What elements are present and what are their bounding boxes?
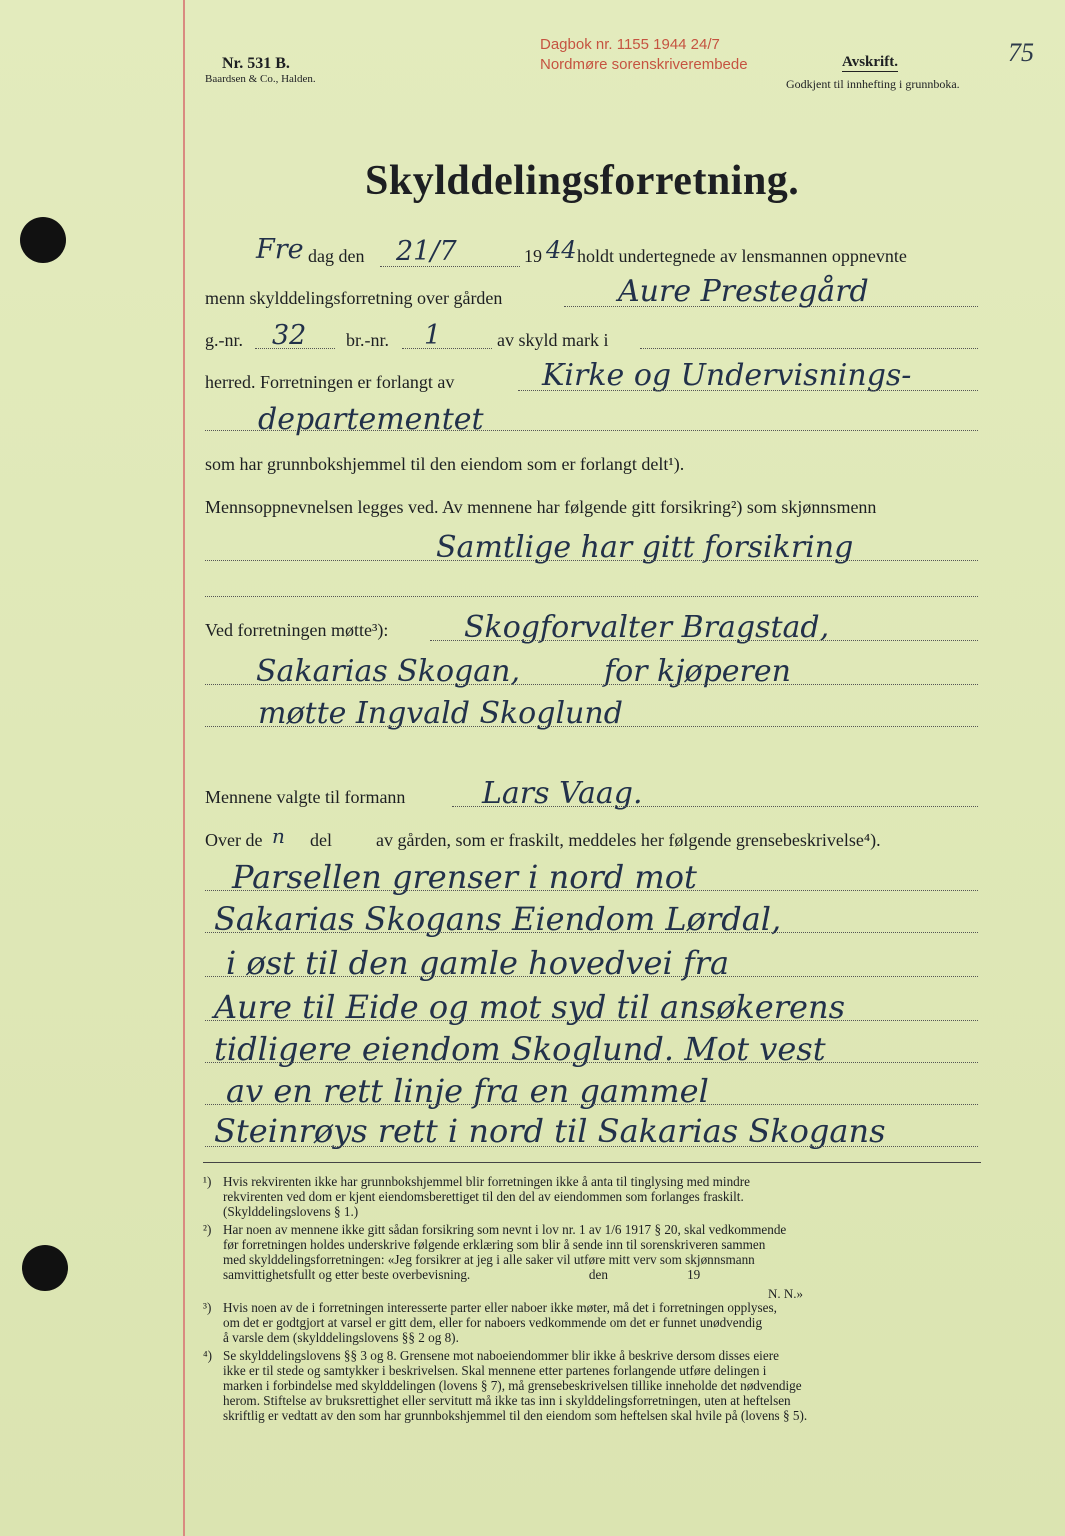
motte-line2b: for kjøperen [604,654,791,689]
page-number: 75 [1008,38,1034,67]
grense-line: Parsellen grenser i nord mot [232,858,697,896]
registry-stamp: Dagbok nr. 1155 1944 24/7 [540,36,720,53]
skyld-line [640,348,978,349]
grense-rule [205,890,978,891]
formann-line [452,806,978,807]
grense-line: tidligere eiendom Skoglund. Mot vest [214,1030,826,1068]
grense-line: i øst til den gamle hovedvei fra [226,944,730,982]
grense-rule [205,932,978,933]
forsikring-line1 [205,560,978,561]
menn-text: menn skylddelingsforretning over gården [205,288,503,308]
footnote-line: ikke er til stede og samtykker i beskrivelsen. Skal mennene etter partenes forlangende utføre delingen i [223,1363,767,1378]
footnote-line: Hvis noen av de i forretningen interesserte parter eller naboer ikke møter, må det i forretningen opplyses, [223,1300,777,1315]
margin-rule [183,0,185,1536]
footnote-line: å varsle dem (skylddelingslovens §§ 2 og 8). [223,1330,459,1345]
brnr-label: br.-nr. [346,330,389,350]
motte-line1: Skogforvalter Bragstad, [464,610,830,645]
footnote-line: Har noen av mennene ikke gitt sådan forsikring som nevnt i lov nr. 1 av 1/6 1917 § 20, skal vedkommende [223,1222,787,1237]
footnote-line: Se skylddelingslovens §§ 3 og 8. Grensene mot naboeiendommer blir ikke å beskrive dersom disses eiere [223,1348,779,1363]
over-text-hand: n [272,824,285,848]
grense-line: Steinrøys rett i nord til Sakarias Skogans [214,1112,886,1150]
brnr-line [402,348,492,349]
motte-line3: møtte Ingvald Skoglund [258,696,623,731]
skyld-text: av skyld mark i [497,330,609,350]
holdt-text: holdt undertegnede av lensmannen oppnevnte [577,246,907,266]
over-text-a: Over de [205,830,263,850]
gnr-line [255,348,335,349]
over-text-b: del [310,830,332,850]
footnote-line: rekvirenten ved dom er kjent eiendomsberettiget til den del av eiendommen som forlanges fraskilt. [223,1189,744,1204]
requested-line2 [205,430,978,431]
footnote-number: ⁴) [203,1348,212,1363]
grense-rule [205,976,978,977]
footnote-line: skriftlig er vedtatt av den som har grunnbokshjemmel til den eiendom som heftelsen skal hvile på (lovens § 5). [223,1408,808,1423]
court-stamp: Nordmøre sorenskriverembede [540,56,748,73]
motte-line2: Sakarias Skogan, [256,654,520,689]
footnote-line: med skylddelingsforretningen: «Jeg forsikrer at jeg i alle saker vil utføre mitt verv som skjønnsmann [223,1252,755,1267]
footnote-line: om det er godtgjort at varsel er gitt dem, eller for naboers vedkommende om det er funnet unødvendig [223,1315,763,1330]
avskrift-label: Avskrift. [842,54,898,70]
grense-rule [205,1104,978,1105]
footnote-line: (Skylddelingslovens § 1.) [223,1204,359,1219]
punch-hole-bottom [22,1245,68,1291]
dag-den-label: dag den [308,246,365,266]
grense-line: av en rett linje fra en gammel [226,1072,709,1110]
oppnevnelse-text: Mennsoppnevnelsen legges ved. Av mennene har følgende gitt forsikring²) som skjønnsmenn [205,497,877,517]
hjemmel-text: som har grunnbokshjemmel til den eiendom som er forlangt delt¹). [205,454,685,474]
farm-name: Aure Prestegård [618,274,869,309]
requested-by-line1: Kirke og Undervisnings- [542,358,912,393]
printer-name: Baardsen & Co., Halden. [205,73,316,85]
grense-line: Aure til Eide og mot syd til ansøkerens [214,988,845,1026]
motte-label: Ved forretningen møtte³): [205,620,389,640]
forsikring-line2 [205,596,978,597]
footnote-line: før forretningen holdes underskrive følgende erklæring som blir å sende inn til sorenskriveren sammen [223,1237,766,1252]
formann-label: Mennene valgte til formann [205,787,406,807]
punch-hole-top [20,217,66,263]
formann-value: Lars Vaag. [482,776,643,811]
gnr-label: g.-nr. [205,330,243,350]
footnote-signature: N. N.» [768,1286,804,1301]
document-title: Skylddelingsforretning. [365,158,800,204]
forsikring-hand: Samtlige har gitt forsikring [436,530,854,565]
footnote-number: ²) [203,1222,212,1237]
requested-line1 [518,390,978,391]
gnr-value: 32 [272,320,307,351]
year-prefix: 19 [524,246,542,266]
footnote-line: marken i forbindelse med skylddelingen (lovens § 7), må grensebeskrivelsen tillike inneholde det nødvendige [223,1378,802,1393]
year-value: 44 [546,236,577,264]
motte-rule3 [205,726,978,727]
godkjent-label: Godkjent til innhefting i grunnboka. [786,77,960,91]
footnote-line: Hvis rekvirenten ikke har grunnbokshjemmel blir forretningen ikke å anta til tinglysing med mindre [223,1174,751,1189]
date-line [380,266,520,267]
date-value: 21/7 [396,236,457,267]
herred-text: herred. Forretningen er forlangt av [205,372,455,392]
footnote-number: ³) [203,1300,212,1315]
footnote-line: herom. Stiftelse av bruksrettighet eller servitutt må ikke tas inn i skylddelingsforretningen, uten at heftelsen [223,1393,791,1408]
motte-rule2 [205,684,978,685]
motte-rule1 [430,640,978,641]
footnote-separator [203,1162,981,1163]
grense-rule [205,1020,978,1021]
footnote-number: ¹) [203,1174,212,1189]
form-number: Nr. 531 B. [222,55,290,72]
grense-rule [205,1146,978,1147]
grense-rule [205,1062,978,1063]
brnr-value: 1 [424,320,442,351]
grense-line: Sakarias Skogans Eiendom Lørdal, [214,900,782,938]
footnote-line: samvittighetsfullt og etter beste overbevisning. den 19 [223,1267,701,1282]
day-prefix: Fre [256,234,304,265]
requested-by-line2: departementet [258,402,484,437]
over-text-c: av gården, som er fraskilt, meddeles her følgende grensebeskrivelse⁴). [376,830,881,850]
